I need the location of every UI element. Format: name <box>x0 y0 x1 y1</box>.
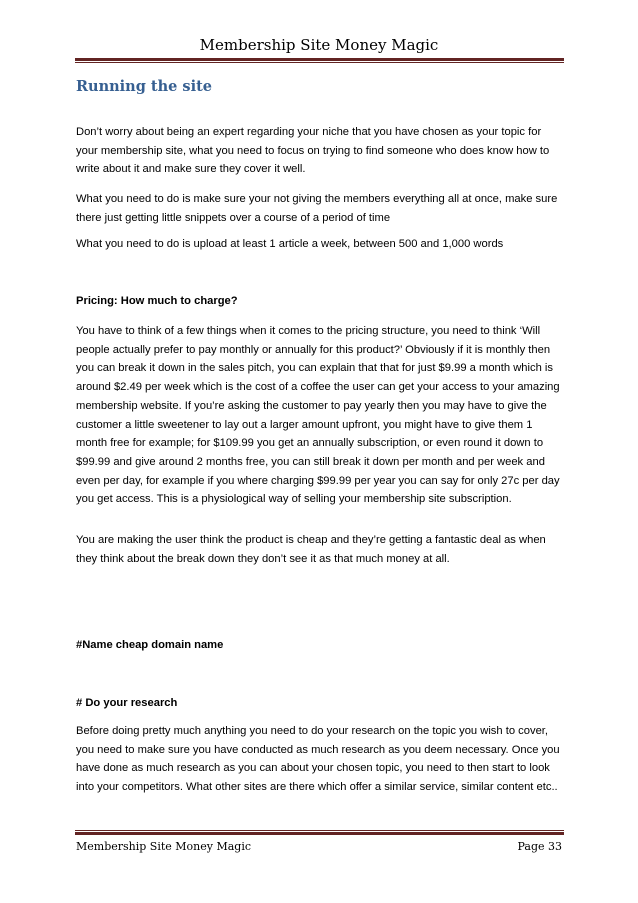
paragraph-expert: Don’t worry about being an expert regarding your niche that you have chosen as your topic for your membership site, what you need to focus on trying to find someone who does know how to write about it and make sure they cover it well. <box>76 126 550 176</box>
paragraph-upload: What you need to do is upload at least 1 article a week, between 500 and 1,000 words <box>76 238 504 250</box>
footer-rule-thin <box>75 830 564 831</box>
header-rule <box>75 58 564 63</box>
paragraph-snippets: What you need to do is make sure your not giving the members everything all at once, make sure there just getting little snippets over a course of a period of time <box>76 193 558 224</box>
paragraph-research: Before doing pretty much anything you need to do your research on the topic you wish to cover, you need to make sure you have conducted as much research as you deem necessary. Once you have done as much research as you can about your chosen topic, you need to then start to look into your competitors. What other sites are there which offer a similar service, similar content etc.. <box>76 725 560 794</box>
research-heading: # Do your research <box>76 697 178 709</box>
footer-rule <box>75 830 564 835</box>
page-number: Page 33 <box>517 840 562 853</box>
section-title: Running the site <box>76 78 213 95</box>
domain-heading: #Name cheap domain name <box>76 639 224 651</box>
footer-title: Membership Site Money Magic <box>76 840 252 853</box>
paragraph-cheap-deal: You are making the user think the product is cheap and they’re getting a fantastic deal as when they think about the break down they don’t see it as that much money at all. <box>76 534 546 565</box>
header-rule-thin <box>75 62 564 63</box>
paragraph-pricing: You have to think of a few things when it comes to the pricing structure, you need to think ‘Will people actually prefer to pay monthly or annually for this product?’ Obviously if it is monthly then you can break it down in the sales pitch, you can explain that that for just $9.99 a month which is around $2.49 per week which is the cost of a coffee the user can get your access to your amazing membership website. If you’re asking the customer to pay yearly then you may have to give the customer a little sweetener to lay out a larger amount upfront, you might have to give them 1 month free for example; for $109.99 you get an annually subscription, or even round it down to $99.99 and give around 2 months free, you can still break it down per month and per week and even per day, for example if you where charging $99.99 per year you can say for only 27c per day you get access. This is a physiological way of selling your membership site subscription. <box>76 325 560 506</box>
header-title: Membership Site Money Magic <box>199 36 439 54</box>
header-rule-thick <box>75 58 564 61</box>
pricing-heading: Pricing: How much to charge? <box>76 295 238 307</box>
footer-rule-thick <box>75 832 564 835</box>
